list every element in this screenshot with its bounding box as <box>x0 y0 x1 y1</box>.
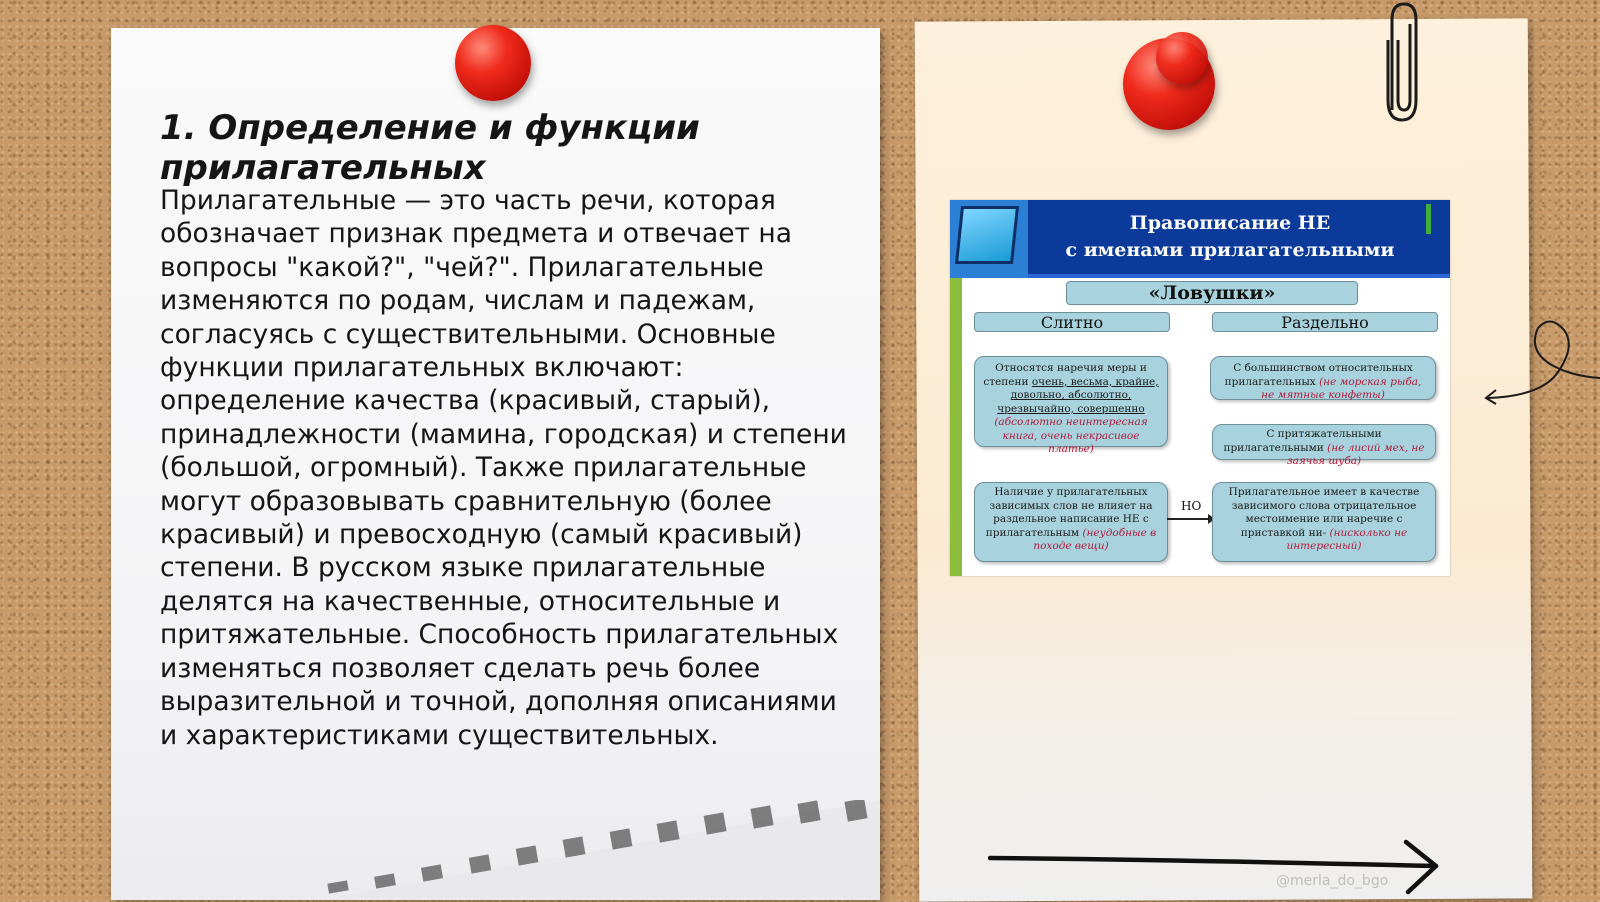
watermark: @merla_do_bgo <box>1276 873 1389 889</box>
rule-card-example: (не морская рыба, не мятные конфеты) <box>1261 375 1422 401</box>
rule-card-adverbs <box>974 356 1168 455</box>
column-heading-separate: Раздельно <box>1212 312 1438 332</box>
body-paragraph: Прилагательные — это часть речи, которая обозначает признак предмета и отвечает на вопросы "какой?", "чей?". Прилагательные изменяются по родам, числам и падежам, согласуясь с существительными. Основные функции прилагательных включают: определение качества (красивый, старый), принадлежности (мамина, городская) и степени (большой, огромный). Также прилагательные могут образовывать сравнительную (более красивый) и превосходную (самый красивый) степени. В русском языке прилагательные делятся на качественные, относительные и притяжательные. Способность прилагательных изменяться позволяет сделать речь более выразительной и точной, дополняя описаниями и характеристиками существительных. <box>160 185 847 751</box>
rule-card-dependent-words <box>974 482 1168 562</box>
page-title: 1. Определение и функции прилагательных <box>160 108 700 188</box>
arrow-right-icon <box>1167 518 1213 520</box>
but-label: НО <box>1181 499 1202 513</box>
slide-title-line1: Правописание НЕ <box>1129 212 1331 234</box>
slide-title-line2: с именами прилагательными <box>1065 239 1395 261</box>
paperclip-icon <box>1378 0 1424 128</box>
rule-card-relative <box>1210 356 1436 400</box>
book-icon <box>950 200 1028 278</box>
rule-card-example: (абсолютно неинтересная книга, очень некрасивое платье) <box>994 416 1148 455</box>
rule-card-text: Прилагательное имеет в качестве зависимого слова отрицательное местоимение или наречие с приставкой ни- <box>1228 486 1420 539</box>
torn-paper-edge <box>320 800 880 900</box>
rule-card-text: С притяжательными прилагательными <box>1223 428 1382 454</box>
column-heading-together: Слитно <box>974 312 1170 332</box>
slide-side-bar <box>950 278 962 576</box>
rule-card-text: Наличие у прилагательных зависимых слов не влияет на раздельное написание НЕ с прилагательным <box>985 486 1153 539</box>
push-pin-icon <box>1156 32 1208 84</box>
rule-card-example: (неудобные в походе вещи) <box>1033 526 1157 552</box>
curl-arrow-icon <box>1480 314 1600 414</box>
push-pin-icon <box>455 25 531 101</box>
traps-heading: «Ловушки» <box>1066 281 1358 305</box>
rule-card-possessive <box>1212 424 1436 467</box>
rule-card-example: (не лисий мех, не заячья шуба) <box>1286 441 1425 467</box>
rule-card-negative-pronoun <box>1212 482 1436 562</box>
rule-card-text: С большинством относительных прилагательных <box>1224 362 1413 388</box>
rule-card-text: Относятся наречия меры и степени <box>983 362 1147 388</box>
slide-title <box>1030 210 1430 264</box>
embedded-slide-image <box>950 200 1450 576</box>
rule-card-words: очень, весьма, крайне, довольно, абсолютно, чрезвычайно, совершенно <box>997 375 1159 415</box>
rule-card-example: (нисколько не интересный) <box>1286 526 1408 552</box>
